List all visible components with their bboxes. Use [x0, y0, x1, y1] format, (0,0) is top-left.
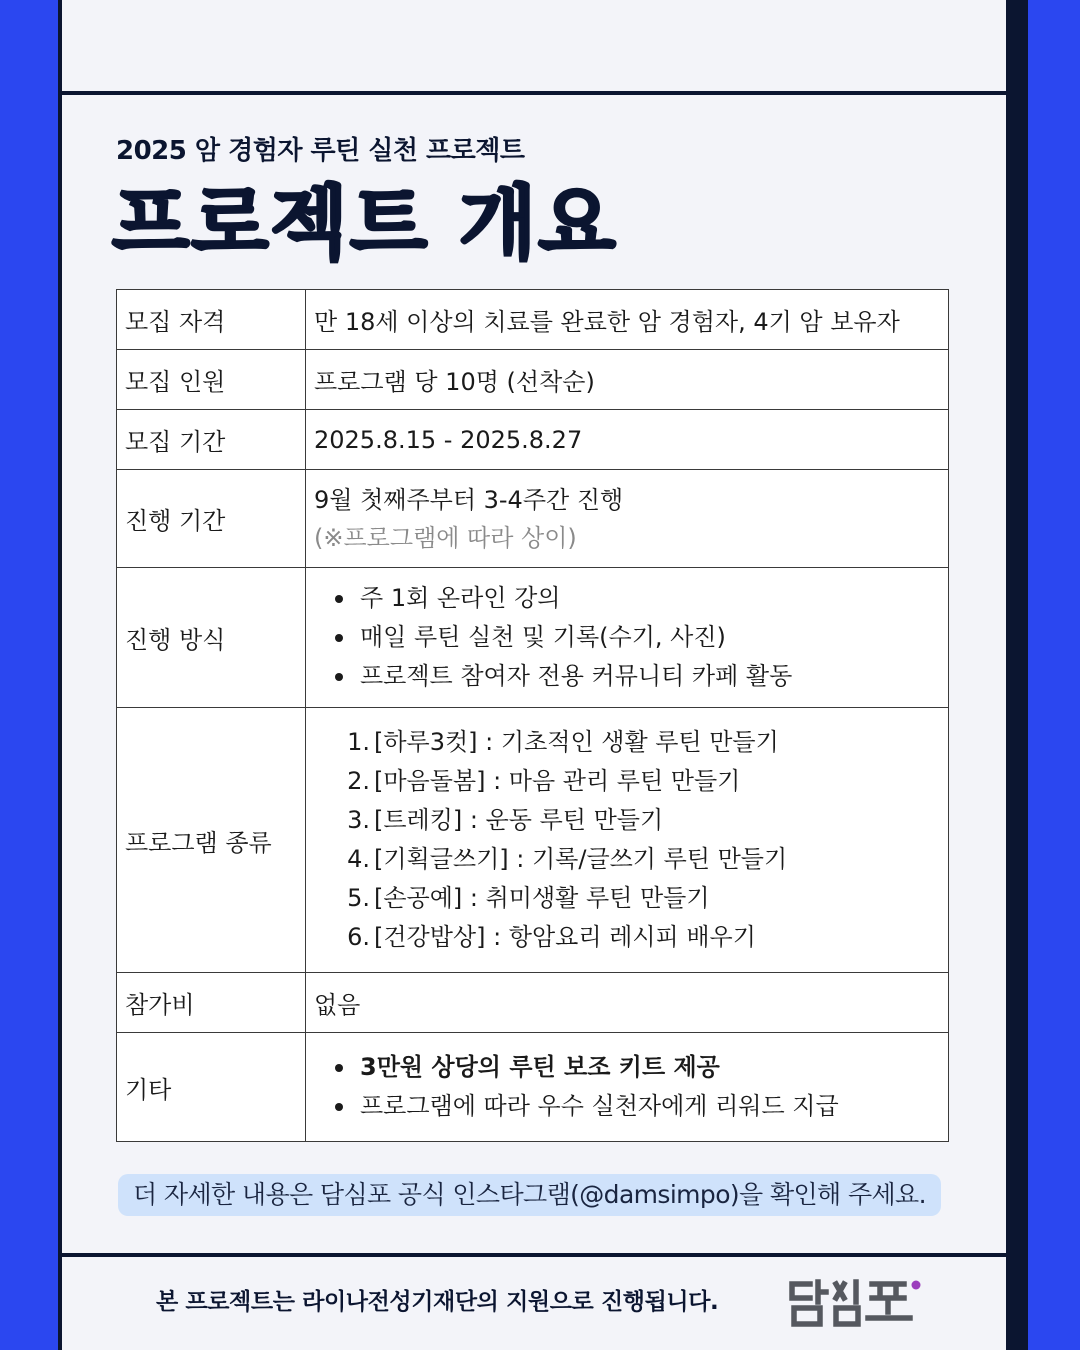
- table-row: [117, 470, 949, 568]
- table-row: [117, 350, 949, 410]
- table-row: [117, 410, 949, 470]
- list-item: 프로젝트 참여자 전용 커뮤니티 카페 활동: [360, 657, 940, 696]
- table-row: [117, 1033, 949, 1142]
- list-item: [314, 801, 940, 840]
- row-label: 모집 자격: [117, 290, 306, 350]
- table-row: [117, 973, 949, 1033]
- row-label: 진행 방식: [117, 568, 306, 708]
- list-item: [314, 879, 940, 918]
- sponsor-text: 본 프로젝트는 라이나전성기재단의 지원으로 진행됩니다.: [156, 1289, 719, 1315]
- list-number: 2.: [347, 767, 370, 795]
- list-number: 5.: [347, 884, 370, 912]
- card-shadow: [1006, 0, 1028, 1350]
- list-number: 3.: [347, 806, 370, 834]
- list-item: [314, 840, 940, 879]
- row-label: 참가비: [117, 973, 306, 1033]
- row-value: [306, 1033, 949, 1142]
- list-text: [기획글쓰기] : 기록/글쓰기 루틴 만들기: [374, 845, 788, 873]
- instagram-notice: 더 자세한 내용은 담심포 공식 인스타그램(@damsimpo)을 확인해 주세요.: [118, 1174, 941, 1216]
- list-text: [마음돌봄] : 마음 관리 루틴 만들기: [374, 767, 741, 795]
- table-row: [117, 290, 949, 350]
- overview-table: [116, 289, 949, 1142]
- list-number: 6.: [347, 923, 370, 951]
- list-text: [손공예] : 취미생활 루틴 만들기: [374, 884, 710, 912]
- row-value: 없음: [306, 973, 949, 1033]
- row-value: [306, 708, 949, 973]
- row-label: 기타: [117, 1033, 306, 1142]
- etc-list: [314, 1048, 940, 1126]
- list-text: [트레킹] : 운동 루틴 만들기: [374, 806, 664, 834]
- page-title: 프로젝트 개요: [112, 177, 618, 270]
- row-value: 프로그램 당 10명 (선착순): [306, 350, 949, 410]
- list-item: 매일 루틴 실천 및 기록(수기, 사진): [360, 618, 940, 657]
- list-item: [314, 918, 940, 957]
- row-value: 2025.8.15 - 2025.8.27: [306, 410, 949, 470]
- run-period-text: 9월 첫째주부터 3-4주간 진행: [314, 485, 624, 514]
- row-value: [306, 568, 949, 708]
- list-item: 3만원 상당의 루틴 보조 키트 제공: [360, 1048, 940, 1087]
- row-label: 진행 기간: [117, 470, 306, 568]
- list-item: [314, 762, 940, 801]
- method-list: [314, 579, 940, 696]
- row-label: 모집 기간: [117, 410, 306, 470]
- list-item: 주 1회 온라인 강의: [360, 579, 940, 618]
- bottom-divider: [58, 1253, 1006, 1257]
- project-subtitle: 2025 암 경험자 루틴 실천 프로젝트: [116, 136, 525, 166]
- row-value: [306, 470, 949, 568]
- list-number: 1.: [347, 728, 370, 756]
- program-list: [314, 723, 940, 957]
- damsimpo-logo: [788, 1278, 924, 1330]
- list-number: 4.: [347, 845, 370, 873]
- table-row: [117, 568, 949, 708]
- top-divider: [58, 91, 1006, 95]
- run-period-note: (※프로그램에 따라 상이): [314, 523, 577, 552]
- list-item: 프로그램에 따라 우수 실천자에게 리워드 지급: [360, 1087, 940, 1126]
- list-text: [하루3컷] : 기초적인 생활 루틴 만들기: [374, 728, 779, 756]
- list-text: [건강밥상] : 항암요리 레시피 배우기: [374, 923, 756, 951]
- list-item: [314, 723, 940, 762]
- table-row: [117, 708, 949, 973]
- row-label: 프로그램 종류: [117, 708, 306, 973]
- row-label: 모집 인원: [117, 350, 306, 410]
- row-value: 만 18세 이상의 치료를 완료한 암 경험자, 4기 암 보유자: [306, 290, 949, 350]
